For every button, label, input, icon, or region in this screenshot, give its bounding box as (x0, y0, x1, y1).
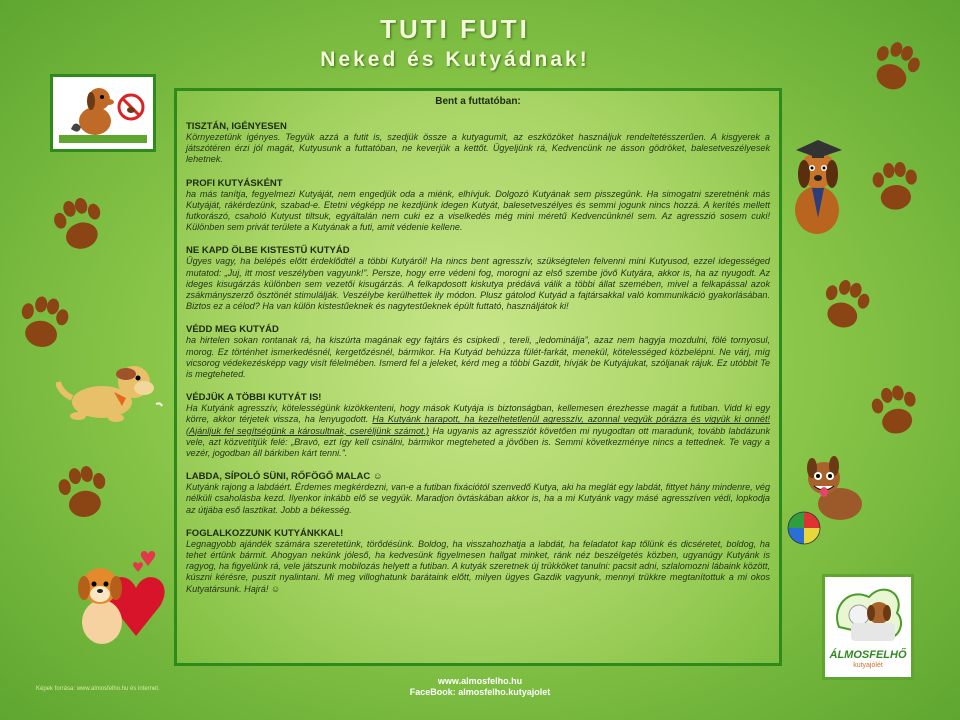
section-title: VÉDJÜK A TÖBBI KUTYÁT IS! (186, 392, 322, 404)
section-pro (186, 178, 770, 234)
section-title: VÉDD MEG KUTYÁD (186, 324, 279, 336)
section-ball (186, 471, 770, 516)
panel-heading: Bent a futtatóban: (435, 96, 521, 107)
logo-brand-text: ÁLMOSFELHŐ (829, 649, 907, 661)
section-body: ha hirtelen sokan rontanak rá, ha kiszúrta magának egy fajtárs és csipkedi , tereli, „ledominálja”, azaz nem hagyja mozdulni, fölé tornyosul, morog. Ez történhet ismerkedésnél, kergetőzésnél, bármikor. Ha Kutyád behúzza fülét-farkát, menekül, kötelességed közbelépni. Ne várj, míg vicsorog védekezésképp vagy visít félelmében. Ismerd fel a jeleket, kérd meg a többi Gazdit, hívják be Kutyájukat, szóljanak rájuk. Ez utóbbit Te is megteheted. (186, 335, 770, 380)
graduate-dog-icon (782, 130, 852, 240)
section-body: Ügyes vagy, ha belépés előtt érdeklődtél a többi Kutyáról! Ha nincs bent agresszív, szükségtelen felvenni mini Kutyusod, ezzel idegességed mutatod: „Juj, itt most veszélyben vagyunk!”. Persze, hogy erre védeni fog, morogni az első szembe jövő Kutyára, akkor is, ha az nyugodt. Az ideges kisugárzás különben sem vezetői kisugárzás. A felkapdosott kiskutya prédává válik a többi állat szemében, mivel a felkapással azok zsákmányszerző ösztönét stimulálják. Veszélybe kerülhettek ily módon. Plusz gátolod Kutyád a fajtársakkal való kommunikáció gyakorlásában. Biztos ez a célod? Ha van külön kistestűeknek és nagytestűeknek épült futtató, használjátok ki! (186, 256, 770, 312)
section-engage (186, 528, 770, 595)
section-body: ha más tanítja, fegyelmezi Kutyáját, nem engedjük oda a miénk, elhívjuk. Dolgozó Kutyának sem pisszegünk. Ha simogatni szeretnénk más Kutyáját, rákérdezünk, szabad-e. Etetni végképp ne kezdjünk idegen Kutyát, balesetveszélyes és semmi jogunk nincs hozzá. A kerítés mellett futkorászó, csaholó Kutyust tiltsuk, egyáltalán nem cuki ez a viselkedés még mini méretű Kedvencünknél sem. Az agresszió sosem cuki! Különben sem privát területe a Kutyának a futi, amit védenie kellene. (186, 188, 770, 233)
section-title: NE KAPD ÖLBE KISTESTŰ KUTYÁD (186, 245, 350, 257)
paw-print-icon (862, 154, 928, 220)
section-clean (186, 121, 770, 166)
section-body-underlined: Ha Kutyánk harapott, ha kezelhetetlenül agresszív, azonnal vegyük pórázra és vigyük ki onnét! (Ajánljuk fel segítségünk a károsultnak, cseréljünk számot.) (186, 414, 771, 436)
paw-print-icon (812, 272, 878, 338)
page-title: TUTI FUTI (380, 14, 530, 44)
facebook-link[interactable]: FaceBook: almosfelho.kutyajolet (409, 687, 551, 697)
section-body-text: Ha ugyanis az agressziót követően mi nyugodtan ott maradunk, tovább labdázunk vele, azt közvetítjük felé: „Bravó, ezt így kell csinálni, bármikor megteheted a jövőben is. Semmi következménye nincs a tettednek. Te vagy a vezér, jogodban áll bárkiben kárt tenni.”. (186, 425, 770, 459)
paw-print-icon (862, 378, 928, 444)
paw-print-icon (48, 458, 118, 528)
running-dog-icon (56, 352, 166, 432)
paw-print-icon (44, 190, 114, 260)
section-body-text: Ha Kutyánk agresszív, kötelességünk kizökkenteni, hogy mások Kutyája is biztonságban, kellemesen érezhesse magát a futiban. Vidd ki egy körre, akkor térjetek vissza, ha lenyugodott. (186, 403, 770, 425)
section-others (186, 392, 770, 459)
section-small-dog (186, 245, 770, 312)
image-credit: Képek forrása: www.almosfelho.hu és internet. (36, 686, 160, 692)
section-title: PROFI KUTYÁSKÉNT (186, 177, 283, 189)
puppy-heart-icon (66, 548, 172, 652)
section-title: LABDA, SÍPOLÓ SÜNI, RŐFÖGŐ MALAC ☺ (186, 471, 383, 483)
dog-poop-sign-icon (50, 74, 156, 152)
paw-print-icon (862, 34, 928, 100)
paw-print-icon (8, 288, 78, 358)
section-title: TISZTÁN, IGÉNYESEN (186, 121, 287, 132)
section-body: Legnagyobb ajándék számára szeretetünk, törődésünk. Boldog, ha visszahozhatja a labdát, ha feladatot kap tőlünk és dicséretet, boldog, ha tehet értünk bármit. Ahogyan nekünk jóleső, ha kedvesünk figyelmesen hallgat minket, ránk néz beszélgetés közben, ugyanúgy Kutyánk is ragyog, ha figyelünk rá, vele játszunk mobilozás helyett a futiban. A kutyák szeretnek új trükköket tanulni: pacsit adni, szlalomozni lábaink között, kúszni kérésre, puszit nyalintani. Mi meg villoghatunk barátaink előtt, milyen ügyes Gazdik vagyunk, mennyi trükkre megtanítottuk a mi okos Kutyatársunk. Hajrá! ☺ (186, 538, 770, 594)
section-title: FOGLALKOZZUNK KUTYÁNKKAL! (186, 527, 344, 539)
page-subtitle: Neked és Kutyádnak! (320, 48, 590, 71)
content-panel (174, 88, 782, 666)
section-body (186, 403, 770, 459)
website-link[interactable]: www.almosfelho.hu (437, 676, 523, 686)
beach-ball-icon (786, 510, 822, 546)
logo-tagline-text: kutyajólét (853, 662, 883, 669)
brand-logo (822, 574, 914, 680)
section-body: Környezetünk igényes. Tegyük azzá a futit is, szedjük össze a kutyagumit, az eszközöket használjuk rendeltetésszerűen. A kisgyerek a játszótéren érzi jól magát, Kutyusunk a futtatóban, ne keverjük a kettőt. Ügyeljünk rá, Kedvencünk ne ásson gödröket, balesetveszélyesek lehetnek. (186, 132, 770, 165)
section-protect (186, 324, 770, 380)
section-body: Kutyánk rajong a labdáért. Érdemes megkérdezni, van-e a futiban fixációtól szenvedő Kutya, aki ha meglát egy labdát, fittyet hány mindenre, vég nélküli csaholásba kezd. Ilyenkor inkább elő se vegyük. Maradjon övtáskában akkor is, ha a mi Kutyánk vagy másé agresszíven védi, lopkodja az útjába eső lasztikat. Jobb a békesség. (186, 482, 770, 515)
